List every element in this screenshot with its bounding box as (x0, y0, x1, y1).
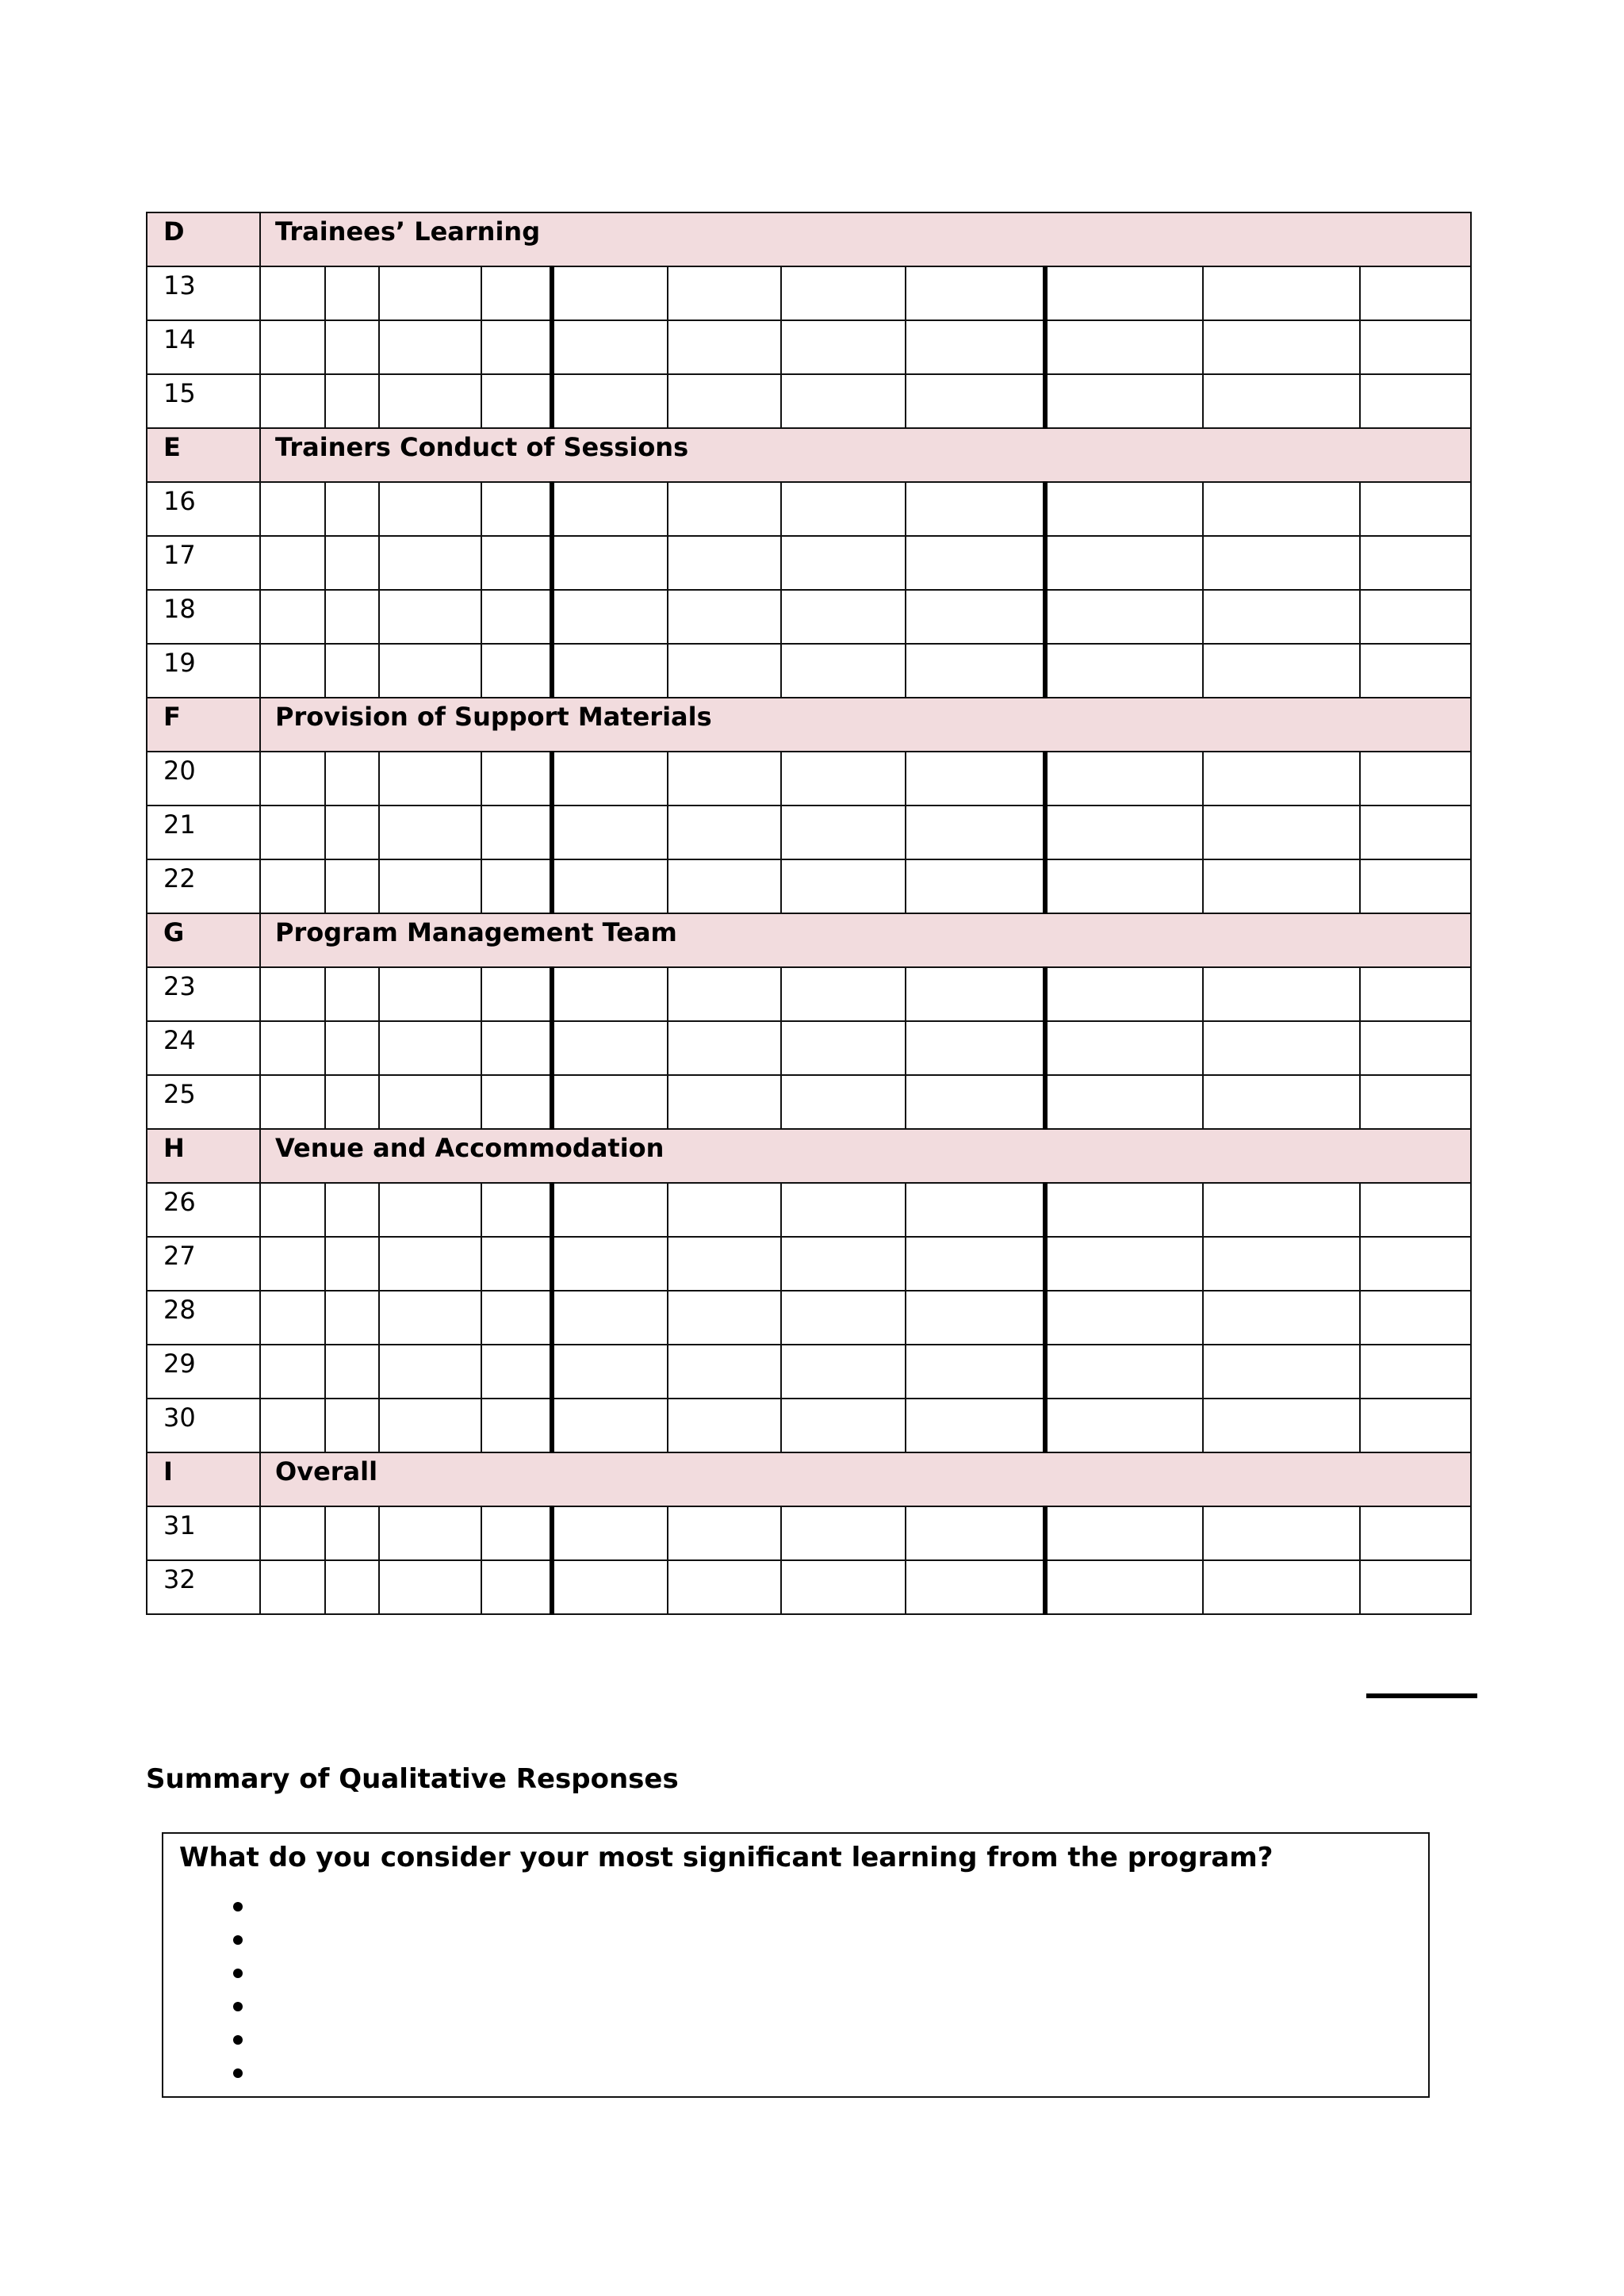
bullet-item[interactable] (236, 2021, 1428, 2054)
rating-cell[interactable] (260, 1345, 325, 1399)
rating-cell[interactable] (1045, 1183, 1203, 1237)
rating-cell[interactable] (906, 482, 1045, 536)
rating-cell[interactable] (781, 590, 906, 644)
rating-cell[interactable] (1045, 320, 1203, 374)
item-number: 31 (147, 1506, 260, 1560)
rating-cell[interactable] (325, 1237, 379, 1291)
rating-cell[interactable] (1360, 1506, 1471, 1560)
item-number: 25 (147, 1075, 260, 1129)
rating-cell[interactable] (481, 1183, 552, 1237)
item-row (147, 1560, 1471, 1614)
rating-cell[interactable] (260, 320, 325, 374)
rating-cell[interactable] (260, 967, 325, 1021)
item-number: 27 (147, 1237, 260, 1291)
section-header-row (147, 428, 1471, 482)
rating-cell[interactable] (379, 266, 481, 320)
rating-cell[interactable] (379, 1237, 481, 1291)
item-number: 28 (147, 1291, 260, 1345)
rating-cell[interactable] (260, 1021, 325, 1075)
section-code: E (147, 428, 260, 482)
rating-cell[interactable] (781, 1021, 906, 1075)
rating-cell[interactable] (1203, 536, 1360, 590)
item-row (147, 1021, 1471, 1075)
item-number: 14 (147, 320, 260, 374)
rating-cell[interactable] (379, 644, 481, 698)
rating-cell[interactable] (668, 320, 781, 374)
rating-cell[interactable] (1360, 1183, 1471, 1237)
rating-cell[interactable] (1360, 482, 1471, 536)
bullet-list (179, 1888, 1428, 2087)
rating-cell[interactable] (1203, 374, 1360, 428)
rating-cell[interactable] (781, 536, 906, 590)
rating-cell[interactable] (906, 1183, 1045, 1237)
item-row (147, 1291, 1471, 1345)
rating-cell[interactable] (552, 536, 668, 590)
rating-cell[interactable] (1203, 1560, 1360, 1614)
rating-cell[interactable] (325, 967, 379, 1021)
rating-cell[interactable] (1360, 644, 1471, 698)
rating-cell[interactable] (906, 1345, 1045, 1399)
rating-cell[interactable] (552, 320, 668, 374)
rating-cell[interactable] (325, 1183, 379, 1237)
rating-cell[interactable] (379, 1075, 481, 1129)
rating-cell[interactable] (668, 859, 781, 913)
item-row (147, 266, 1471, 320)
rating-cell[interactable] (1360, 1560, 1471, 1614)
rating-cell[interactable] (379, 1399, 481, 1452)
rating-cell[interactable] (325, 859, 379, 913)
rating-cell[interactable] (668, 536, 781, 590)
rating-cell[interactable] (1045, 1075, 1203, 1129)
rating-cell[interactable] (260, 806, 325, 859)
section-header-row (147, 1129, 1471, 1183)
rating-cell[interactable] (1045, 536, 1203, 590)
rating-cell[interactable] (325, 266, 379, 320)
rating-cell[interactable] (481, 1345, 552, 1399)
item-number: 18 (147, 590, 260, 644)
rating-cell[interactable] (668, 752, 781, 806)
rating-cell[interactable] (1045, 482, 1203, 536)
rating-cell[interactable] (1360, 1399, 1471, 1452)
rating-cell[interactable] (552, 1506, 668, 1560)
item-number: 21 (147, 806, 260, 859)
rating-cell[interactable] (668, 374, 781, 428)
rating-cell[interactable] (260, 1183, 325, 1237)
section-header-row (147, 913, 1471, 967)
rating-cell[interactable] (379, 1506, 481, 1560)
section-header-row (147, 212, 1471, 266)
section-title: Provision of Support Materials (260, 698, 1471, 752)
item-row (147, 1345, 1471, 1399)
table-end-rule (1366, 1693, 1477, 1698)
rating-cell[interactable] (325, 806, 379, 859)
rating-cell[interactable] (325, 374, 379, 428)
rating-cell[interactable] (1360, 590, 1471, 644)
rating-cell[interactable] (668, 1291, 781, 1345)
rating-cell[interactable] (552, 967, 668, 1021)
item-number: 15 (147, 374, 260, 428)
rating-cell[interactable] (1360, 806, 1471, 859)
item-number: 32 (147, 1560, 260, 1614)
rating-cell[interactable] (260, 859, 325, 913)
rating-cell[interactable] (260, 1237, 325, 1291)
rating-cell[interactable] (379, 320, 481, 374)
rating-cell[interactable] (906, 1291, 1045, 1345)
rating-cell[interactable] (552, 482, 668, 536)
rating-cell[interactable] (552, 806, 668, 859)
rating-cell[interactable] (379, 859, 481, 913)
item-row (147, 644, 1471, 698)
section-title: Trainees’ Learning (260, 212, 1471, 266)
rating-cell[interactable] (781, 1345, 906, 1399)
qualitative-response-box (162, 1832, 1430, 2098)
rating-cell[interactable] (668, 644, 781, 698)
rating-cell[interactable] (1360, 1237, 1471, 1291)
item-number: 20 (147, 752, 260, 806)
rating-cell[interactable] (1045, 1345, 1203, 1399)
rating-cell[interactable] (379, 1560, 481, 1614)
rating-cell[interactable] (481, 374, 552, 428)
rating-cell[interactable] (1203, 266, 1360, 320)
section-code: D (147, 212, 260, 266)
rating-cell[interactable] (781, 482, 906, 536)
rating-cell[interactable] (906, 320, 1045, 374)
item-row (147, 967, 1471, 1021)
bullet-item[interactable] (236, 1988, 1428, 2021)
rating-cell[interactable] (1360, 967, 1471, 1021)
item-row (147, 320, 1471, 374)
rating-cell[interactable] (379, 967, 481, 1021)
rating-cell[interactable] (906, 590, 1045, 644)
rating-cell[interactable] (781, 1506, 906, 1560)
rating-cell[interactable] (260, 374, 325, 428)
rating-cell[interactable] (906, 859, 1045, 913)
rating-cell[interactable] (379, 482, 481, 536)
rating-cell[interactable] (1045, 859, 1203, 913)
rating-cell[interactable] (481, 1021, 552, 1075)
rating-cell[interactable] (260, 644, 325, 698)
rating-cell[interactable] (260, 536, 325, 590)
rating-cell[interactable] (1203, 1021, 1360, 1075)
rating-cell[interactable] (906, 266, 1045, 320)
rating-cell[interactable] (379, 590, 481, 644)
question-text: What do you consider your most significant learning from the program? (179, 1842, 1274, 1873)
rating-cell[interactable] (481, 1560, 552, 1614)
rating-cell[interactable] (668, 1237, 781, 1291)
rating-cell[interactable] (1203, 1506, 1360, 1560)
rating-cell[interactable] (1045, 752, 1203, 806)
rating-cell[interactable] (781, 1237, 906, 1291)
rating-cell[interactable] (1045, 967, 1203, 1021)
item-row (147, 859, 1471, 913)
rating-cell[interactable] (481, 1399, 552, 1452)
rating-cell[interactable] (906, 1021, 1045, 1075)
rating-cell[interactable] (552, 1291, 668, 1345)
rating-cell[interactable] (668, 1560, 781, 1614)
rating-cell[interactable] (1360, 1075, 1471, 1129)
rating-cell[interactable] (1045, 374, 1203, 428)
item-number: 16 (147, 482, 260, 536)
rating-cell[interactable] (379, 1345, 481, 1399)
rating-cell[interactable] (325, 644, 379, 698)
rating-cell[interactable] (781, 967, 906, 1021)
rating-cell[interactable] (781, 752, 906, 806)
item-row (147, 536, 1471, 590)
rating-cell[interactable] (481, 482, 552, 536)
rating-cell[interactable] (481, 320, 552, 374)
rating-cell[interactable] (481, 752, 552, 806)
rating-cell[interactable] (1045, 1237, 1203, 1291)
rating-cell[interactable] (552, 1345, 668, 1399)
summary-heading: Summary of Qualitative Responses (146, 1763, 679, 1795)
rating-cell[interactable] (325, 482, 379, 536)
rating-cell[interactable] (668, 1075, 781, 1129)
item-number: 19 (147, 644, 260, 698)
rating-cell[interactable] (379, 1291, 481, 1345)
bullet-item[interactable] (236, 2054, 1428, 2087)
rating-cell[interactable] (325, 1560, 379, 1614)
rating-cell[interactable] (781, 1075, 906, 1129)
item-number: 22 (147, 859, 260, 913)
rating-cell[interactable] (1045, 1560, 1203, 1614)
rating-cell[interactable] (1360, 374, 1471, 428)
rating-cell[interactable] (1045, 266, 1203, 320)
rating-cell[interactable] (1360, 1345, 1471, 1399)
rating-cell[interactable] (1203, 859, 1360, 913)
rating-cell[interactable] (481, 644, 552, 698)
rating-cell[interactable] (379, 1021, 481, 1075)
section-code: H (147, 1129, 260, 1183)
rating-cell[interactable] (781, 320, 906, 374)
item-row (147, 374, 1471, 428)
rating-cell[interactable] (668, 1506, 781, 1560)
item-row (147, 806, 1471, 859)
rating-cell[interactable] (1360, 536, 1471, 590)
section-code: I (147, 1452, 260, 1506)
rating-cell[interactable] (260, 482, 325, 536)
rating-cell[interactable] (906, 536, 1045, 590)
rating-cell[interactable] (379, 1183, 481, 1237)
rating-cell[interactable] (481, 1237, 552, 1291)
rating-cell[interactable] (1045, 1399, 1203, 1452)
rating-cell[interactable] (325, 1345, 379, 1399)
item-row (147, 1075, 1471, 1129)
rating-cell[interactable] (668, 266, 781, 320)
rating-cell[interactable] (552, 1075, 668, 1129)
rating-cell[interactable] (260, 752, 325, 806)
rating-cell[interactable] (1203, 1075, 1360, 1129)
rating-cell[interactable] (552, 859, 668, 913)
rating-cell[interactable] (1203, 1237, 1360, 1291)
section-title: Program Management Team (260, 913, 1471, 967)
rating-cell[interactable] (781, 1291, 906, 1345)
rating-cell[interactable] (906, 752, 1045, 806)
item-number: 29 (147, 1345, 260, 1399)
rating-cell[interactable] (481, 859, 552, 913)
rating-cell[interactable] (481, 266, 552, 320)
rating-cell[interactable] (1360, 859, 1471, 913)
rating-cell[interactable] (325, 1021, 379, 1075)
rating-cell[interactable] (668, 482, 781, 536)
rating-cell[interactable] (1045, 644, 1203, 698)
rating-cell[interactable] (325, 320, 379, 374)
rating-cell[interactable] (481, 1075, 552, 1129)
rating-cell[interactable] (781, 1560, 906, 1614)
rating-cell[interactable] (781, 644, 906, 698)
rating-cell[interactable] (379, 536, 481, 590)
section-title: Trainers Conduct of Sessions (260, 428, 1471, 482)
rating-cell[interactable] (781, 1183, 906, 1237)
rating-cell[interactable] (668, 1399, 781, 1452)
rating-cell[interactable] (906, 1506, 1045, 1560)
rating-cell[interactable] (552, 266, 668, 320)
section-code: G (147, 913, 260, 967)
rating-cell[interactable] (481, 967, 552, 1021)
rating-cell[interactable] (260, 1399, 325, 1452)
rating-cell[interactable] (1045, 806, 1203, 859)
item-row (147, 1237, 1471, 1291)
rating-cell[interactable] (1203, 806, 1360, 859)
rating-cell[interactable] (481, 590, 552, 644)
rating-cell[interactable] (325, 536, 379, 590)
section-header-row (147, 1452, 1471, 1506)
rating-cell[interactable] (481, 536, 552, 590)
rating-cell[interactable] (1203, 1345, 1360, 1399)
item-number: 17 (147, 536, 260, 590)
rating-cell[interactable] (260, 1506, 325, 1560)
item-row (147, 1399, 1471, 1452)
rating-cell[interactable] (781, 806, 906, 859)
rating-cell[interactable] (781, 266, 906, 320)
rating-cell[interactable] (379, 752, 481, 806)
item-row (147, 1506, 1471, 1560)
rating-cell[interactable] (1360, 1291, 1471, 1345)
rating-cell[interactable] (668, 1183, 781, 1237)
rating-cell[interactable] (1203, 590, 1360, 644)
item-number: 26 (147, 1183, 260, 1237)
rating-cell[interactable] (1360, 266, 1471, 320)
rating-cell[interactable] (552, 1183, 668, 1237)
rating-cell[interactable] (668, 967, 781, 1021)
section-code: F (147, 698, 260, 752)
rating-cell[interactable] (1203, 1183, 1360, 1237)
rating-cell[interactable] (1045, 590, 1203, 644)
rating-cell[interactable] (1203, 967, 1360, 1021)
rating-cell[interactable] (325, 1399, 379, 1452)
section-title: Venue and Accommodation (260, 1129, 1471, 1183)
rating-cell[interactable] (1045, 1506, 1203, 1560)
rating-cell[interactable] (781, 374, 906, 428)
rating-cell[interactable] (1045, 1021, 1203, 1075)
rating-cell[interactable] (552, 752, 668, 806)
rating-cell[interactable] (906, 1560, 1045, 1614)
rating-cell[interactable] (325, 590, 379, 644)
section-header-row (147, 698, 1471, 752)
rating-cell[interactable] (781, 1399, 906, 1452)
rating-cell[interactable] (1203, 1399, 1360, 1452)
rating-cell[interactable] (1360, 1021, 1471, 1075)
rating-cell[interactable] (1203, 320, 1360, 374)
rating-cell[interactable] (260, 1075, 325, 1129)
item-number: 30 (147, 1399, 260, 1452)
rating-cell[interactable] (668, 806, 781, 859)
rating-cell[interactable] (325, 1506, 379, 1560)
bullet-item[interactable] (236, 1954, 1428, 1988)
rating-cell[interactable] (481, 1291, 552, 1345)
rating-cell[interactable] (325, 1075, 379, 1129)
item-row (147, 1183, 1471, 1237)
rating-cell[interactable] (906, 1075, 1045, 1129)
rating-cell[interactable] (1045, 1291, 1203, 1345)
rating-cell[interactable] (260, 266, 325, 320)
rating-cell[interactable] (552, 374, 668, 428)
rating-cell[interactable] (552, 1560, 668, 1614)
rating-cell[interactable] (906, 374, 1045, 428)
rating-cell[interactable] (379, 806, 481, 859)
item-number: 24 (147, 1021, 260, 1075)
rating-cell[interactable] (906, 806, 1045, 859)
rating-cell[interactable] (325, 1291, 379, 1345)
rating-cell[interactable] (1203, 1291, 1360, 1345)
rating-cell[interactable] (668, 1345, 781, 1399)
rating-cell[interactable] (260, 590, 325, 644)
rating-cell[interactable] (1360, 320, 1471, 374)
rating-cell[interactable] (668, 1021, 781, 1075)
rating-cell[interactable] (906, 1237, 1045, 1291)
section-title: Overall (260, 1452, 1471, 1506)
rating-cell[interactable] (1203, 644, 1360, 698)
item-number: 23 (147, 967, 260, 1021)
rating-cell[interactable] (481, 1506, 552, 1560)
rating-cell[interactable] (781, 859, 906, 913)
rating-cell[interactable] (260, 1291, 325, 1345)
rating-cell[interactable] (1203, 752, 1360, 806)
rating-cell[interactable] (379, 374, 481, 428)
rating-cell[interactable] (1203, 482, 1360, 536)
evaluation-table (146, 212, 1472, 1615)
item-row (147, 482, 1471, 536)
rating-cell[interactable] (906, 644, 1045, 698)
rating-cell[interactable] (906, 967, 1045, 1021)
rating-cell[interactable] (552, 1237, 668, 1291)
rating-cell[interactable] (906, 1399, 1045, 1452)
item-row (147, 590, 1471, 644)
rating-cell[interactable] (552, 1021, 668, 1075)
rating-cell[interactable] (481, 806, 552, 859)
rating-cell[interactable] (325, 752, 379, 806)
rating-cell[interactable] (552, 644, 668, 698)
rating-cell[interactable] (668, 590, 781, 644)
rating-cell[interactable] (1360, 752, 1471, 806)
rating-cell[interactable] (552, 1399, 668, 1452)
item-number: 13 (147, 266, 260, 320)
rating-cell[interactable] (552, 590, 668, 644)
rating-cell[interactable] (260, 1560, 325, 1614)
bullet-item[interactable] (236, 1921, 1428, 1954)
item-row (147, 752, 1471, 806)
bullet-item[interactable] (236, 1888, 1428, 1921)
